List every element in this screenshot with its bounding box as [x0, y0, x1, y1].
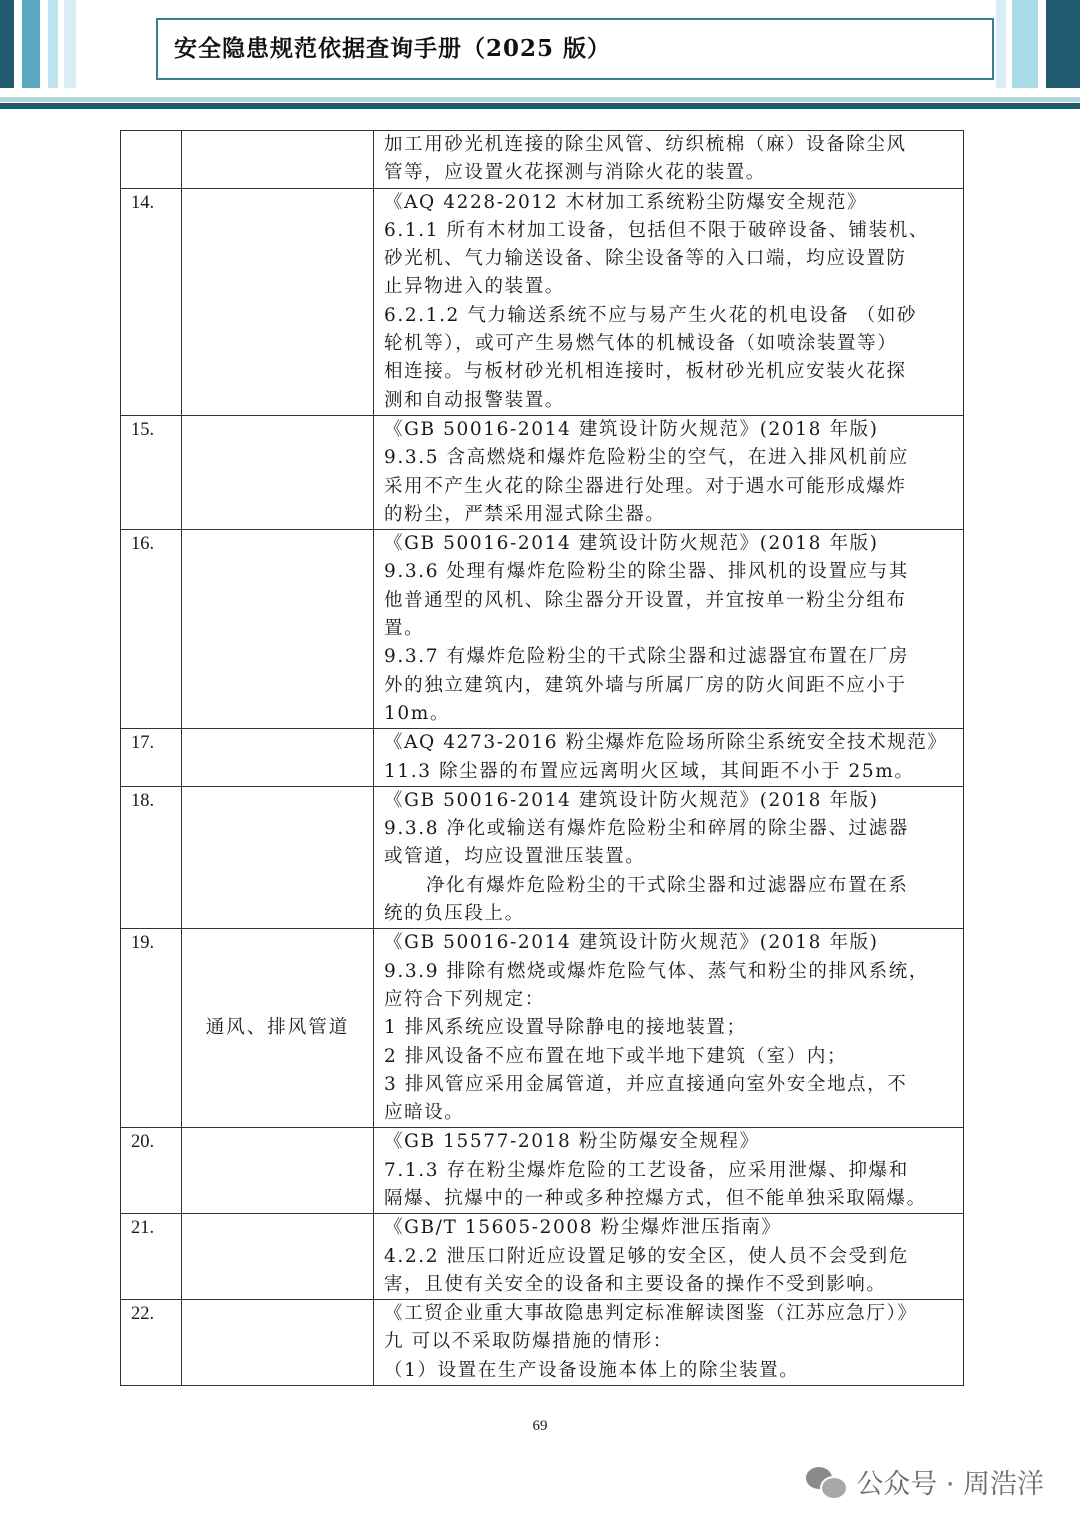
- content-line: 相连接。与板材砂光机相连接时，板材砂光机应安装火花探: [384, 361, 907, 383]
- content-line: 外的独立建筑内，建筑外墙与所属厂房的防火间距不应小于: [384, 674, 907, 696]
- content-line: 止异物进入的装置。: [384, 276, 565, 298]
- row-number: 15.: [121, 415, 182, 529]
- category-cell: [182, 1214, 374, 1300]
- content-cell: [374, 530, 964, 729]
- row-number: [121, 131, 182, 189]
- regulation-table: [120, 130, 964, 1386]
- row-number: 22.: [121, 1300, 182, 1386]
- category-cell: 通风、排风管道: [182, 929, 374, 1128]
- content-line: 统的负压段上。: [384, 903, 525, 925]
- content-line: 轮机等），或可产生易燃气体的机械设备（如喷涂装置等）: [384, 333, 898, 355]
- content-line: 置。: [384, 618, 425, 640]
- header-stripe: [22, 0, 40, 88]
- row-number: 21.: [121, 1214, 182, 1300]
- content-line: 应暗设。: [384, 1102, 465, 1124]
- content-line: 9.3.9 排除有燃烧或爆炸危险气体、蒸气和粉尘的排风系统，: [384, 960, 929, 982]
- table-row: [121, 1300, 964, 1386]
- content-line: 《GB 50016-2014 建筑设计防火规范》(2018 年版): [384, 932, 879, 954]
- header-title-box: [156, 18, 994, 80]
- content-line: 隔爆、抗爆中的一种或多种控爆方式，但不能单独采取隔爆。: [384, 1187, 927, 1209]
- content-line: 2 排风设备不应布置在地下或半地下建筑（室）内；: [384, 1045, 848, 1067]
- content-line: 他普通型的风机、除尘器分开设置，并宜按单一粉尘分组布: [384, 589, 907, 611]
- content-line: 砂光机、气力输送设备、除尘设备等的入口端，均应设置防: [384, 248, 907, 270]
- content-line: 或管道，均应设置泄压装置。: [384, 846, 646, 868]
- content-line: 害，且使有关安全的设备和主要设备的操作不受到影响。: [384, 1273, 887, 1295]
- content-line: 管等，应设置火花探测与消除火花的装置。: [384, 162, 766, 184]
- content-line: 《GB 15577-2018 粉尘防爆安全规程》: [384, 1131, 760, 1153]
- content-line: 测和自动报警装置。: [384, 389, 565, 411]
- content-line: 6.1.1 所有木材加工设备，包括但不限于破碎设备、铺装机、: [384, 219, 929, 241]
- content-line: 的粉尘，严禁采用湿式除尘器。: [384, 503, 666, 525]
- content-line: 《AQ 4228-2012 木材加工系统粉尘防爆安全规范》: [384, 191, 868, 213]
- row-number: 19.: [121, 929, 182, 1128]
- header-rule-dark: [0, 103, 1080, 109]
- content-line: 9.3.5 含高燃烧和爆炸危险粉尘的空气，在进入排风机前应: [384, 447, 909, 469]
- content-line: 9.3.7 有爆炸危险粉尘的干式除尘器和过滤器宜布置在厂房: [384, 646, 909, 668]
- content-line: 采用不产生火花的除尘器进行处理。对于遇水可能形成爆炸: [384, 475, 907, 497]
- header-stripe: [0, 0, 14, 88]
- content-cell: [374, 415, 964, 529]
- header-rule-light: [0, 97, 1080, 102]
- header-stripe: [1046, 0, 1080, 88]
- header-stripe: [1012, 0, 1038, 88]
- page-number: 69: [532, 1418, 548, 1434]
- content-cell: [374, 929, 964, 1128]
- table-row: [121, 131, 964, 189]
- table-row: [121, 729, 964, 787]
- category-cell: [182, 729, 374, 787]
- content-line: 11.3 除尘器的布置应远离明火区域，其间距不小于 25m。: [384, 760, 915, 782]
- row-number: 14.: [121, 188, 182, 415]
- content-line: 《AQ 4273-2016 粉尘爆炸危险场所除尘系统安全技术规范》: [384, 732, 948, 754]
- table-row: [121, 929, 964, 1128]
- content-cell: [374, 1128, 964, 1214]
- category-cell: [182, 530, 374, 729]
- category-cell: [182, 1128, 374, 1214]
- category-cell: [182, 188, 374, 415]
- category-cell: [182, 131, 374, 189]
- table-row: [121, 415, 964, 529]
- content-cell: [374, 1300, 964, 1386]
- content-line: 3 排风管应采用金属管道，并应直接通向室外安全地点，不: [384, 1073, 908, 1095]
- table-row: [121, 786, 964, 928]
- content-cell: [374, 188, 964, 415]
- content-cell: [374, 729, 964, 787]
- wechat-icon: [806, 1465, 846, 1499]
- content-line: 《GB 50016-2014 建筑设计防火规范》(2018 年版): [384, 789, 879, 811]
- page-title: 安全隐患规范依据查询手册（2025 版）: [174, 35, 612, 62]
- content-line: 9.3.8 净化或输送有爆炸危险粉尘和碎屑的除尘器、过滤器: [384, 818, 909, 840]
- watermark: [806, 1462, 1044, 1501]
- row-number: 16.: [121, 530, 182, 729]
- header-stripe: [48, 0, 58, 88]
- content-line: 《GB 50016-2014 建筑设计防火规范》(2018 年版): [384, 533, 879, 555]
- content-line: 《GB/T 15605-2008 粉尘爆炸泄压指南》: [384, 1217, 782, 1239]
- category-cell: [182, 786, 374, 928]
- category-cell: [182, 1300, 374, 1386]
- content-cell: [374, 131, 964, 189]
- table-row: [121, 530, 964, 729]
- content-line: 《GB 50016-2014 建筑设计防火规范》(2018 年版): [384, 418, 879, 440]
- content-line: 10m。: [384, 702, 450, 724]
- content-line: 应符合下列规定：: [384, 988, 545, 1010]
- content-line: 6.2.1.2 气力输送系统不应与易产生火花的机电设备 （如砂: [384, 304, 918, 326]
- category-cell: [182, 415, 374, 529]
- watermark-text: 公众号 · 周浩洋: [856, 1469, 1044, 1500]
- content-line: （1）设置在生产设备设施本体上的除尘装置。: [384, 1359, 800, 1381]
- header-stripe: [64, 0, 76, 88]
- table-row: [121, 1214, 964, 1300]
- content-line: 净化有爆炸危险粉尘的干式除尘器和过滤器应布置在系: [426, 874, 909, 896]
- content-line: 4.2.2 泄压口附近应设置足够的安全区，使人员不会受到危: [384, 1245, 909, 1267]
- content-cell: [374, 1214, 964, 1300]
- header-stripe: [996, 0, 1006, 88]
- table-row: [121, 188, 964, 415]
- content-line: 加工用砂光机连接的除尘风管、纺织梳棉（麻）设备除尘风: [384, 134, 907, 155]
- content-cell: [374, 786, 964, 928]
- content-line: 《工贸企业重大事故隐患判定标准解读图鉴（江苏应急厅）》: [384, 1303, 918, 1325]
- content-line: 7.1.3 存在粉尘爆炸危险的工艺设备，应采用泄爆、抑爆和: [384, 1159, 909, 1181]
- table-row: [121, 1128, 964, 1214]
- content-line: 九 可以不采取防爆措施的情形：: [384, 1331, 673, 1353]
- content-line: 9.3.6 处理有爆炸危险粉尘的除尘器、排风机的设置应与其: [384, 561, 909, 583]
- row-number: 18.: [121, 786, 182, 928]
- row-number: 17.: [121, 729, 182, 787]
- content-line: 1 排风系统应设置导除静电的接地装置；: [384, 1017, 747, 1039]
- row-number: 20.: [121, 1128, 182, 1214]
